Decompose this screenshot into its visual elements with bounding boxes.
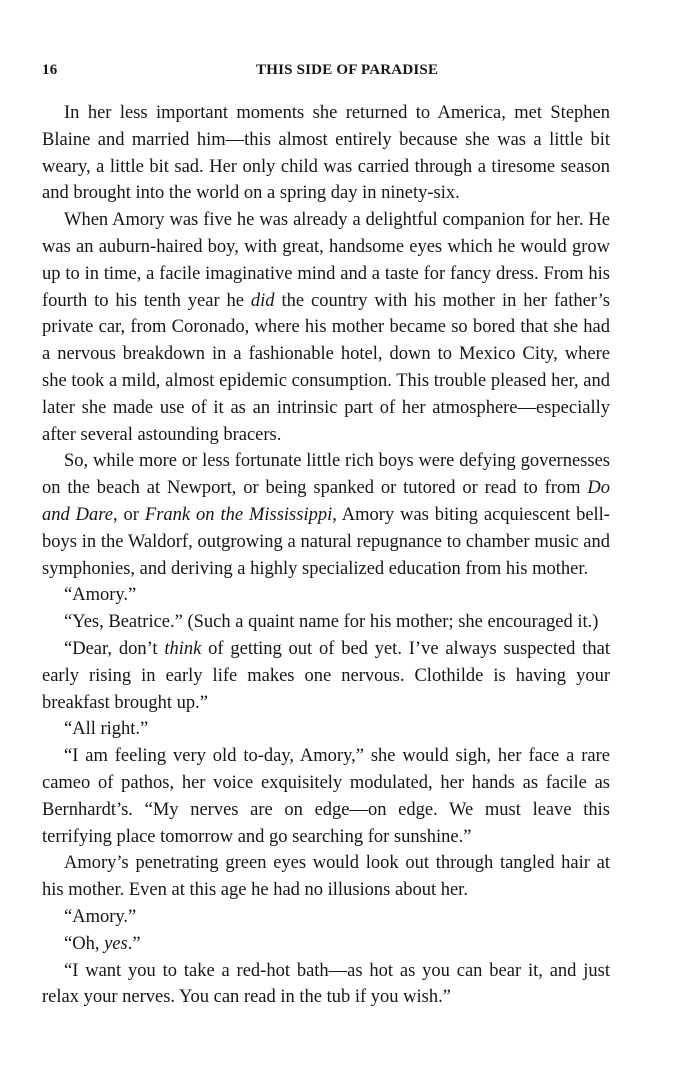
paragraph — [42, 958, 610, 1012]
text-segment: When Amory was five he was already a delightful companion for her. He was an auburn-haired boy, with great, handsome eyes which he would grow up to in time, a facile imaginative mind and a taste for fancy dress. From his fourth to his tenth year he — [42, 210, 610, 311]
text-segment: “I am feeling very old to-day, Amory,” she would sigh, her face a rare cameo of pathos, her voice exquisitely modulated, her hands as facile as Bernhardt’s. “My nerves are on edge—on edge. We must leave this terrifying place tomorrow and go searching for sunshine.” — [42, 746, 610, 847]
body-text — [42, 100, 610, 1011]
text-segment: “Amory.” — [64, 906, 137, 927]
text-segment: “All right.” — [64, 719, 149, 740]
text-segment: , or — [113, 504, 145, 525]
dialogue-line — [42, 716, 610, 743]
text-segment: “I want you to take a red-hot bath—as hot as you can bear it, and just relax your nerves. You can read in the tub if you wish.” — [42, 960, 610, 1008]
text-segment: “Amory.” — [64, 585, 137, 606]
text-segment: , Amory was biting acquiescent bell-boys in the Waldorf, outgrowing a natural repugnance to chamber music and symphonies, and deriving a highly specialized education from his mother. — [42, 504, 610, 579]
book-title-italic: Frank on the Mississippi — [144, 504, 333, 525]
text-segment: of getting out of bed yet. I’ve always suspected that early rising in early life makes one nervous. Clothilde is having your breakfast brought up.” — [42, 638, 610, 713]
text-segment: .” — [127, 933, 141, 954]
italic-emphasis: think — [164, 638, 202, 659]
book-title: THIS SIDE OF PARADISE — [256, 62, 439, 78]
book-title-italic: Do and Dare — [42, 478, 610, 525]
text-segment: “Dear, don’t — [64, 638, 165, 659]
text-segment: “Yes, Beatrice.” (Such a quaint name for his mother; she encouraged it.) — [64, 612, 599, 633]
paragraph — [42, 743, 610, 850]
paragraph — [42, 636, 610, 716]
text-segment: So, while more or less fortunate little rich boys were defying governesses on the beach at Newport, or being spanked or tutored or read to from — [42, 451, 610, 499]
dialogue-line — [42, 609, 610, 636]
text-segment: Amory’s penetrating green eyes would look out through tangled hair at his mother. Even at this age he had no illusions about her. — [42, 853, 610, 901]
text-segment: In her less important moments she returned to America, met Stephen Blaine and married him—this almost entirely because she was a little bit weary, a little bit sad. Her only child was carried through a tiresome season and brought into the world on a spring day in ninety-six. — [42, 103, 610, 204]
dialogue-line — [42, 931, 610, 958]
running-head — [42, 62, 610, 86]
paragraph — [42, 207, 610, 448]
italic-emphasis: yes — [104, 933, 128, 954]
italic-emphasis: did — [250, 290, 275, 311]
paragraph — [42, 100, 610, 207]
dialogue-line — [42, 904, 610, 931]
page-number: 16 — [42, 62, 58, 78]
paragraph — [42, 850, 610, 904]
text-segment: the country with his mother in her father’s private car, from Coronado, where his mother became so bored that she had a nervous breakdown in a fashionable hotel, down to Mexico City, where she took a mild, almost epidemic consumption. This trouble pleased her, and later she made use of it as an intrinsic part of her atmosphere—especially after several astounding bracers. — [42, 290, 610, 445]
text-segment: “Oh, — [64, 933, 105, 954]
paragraph — [42, 448, 610, 582]
dialogue-line — [42, 582, 610, 609]
